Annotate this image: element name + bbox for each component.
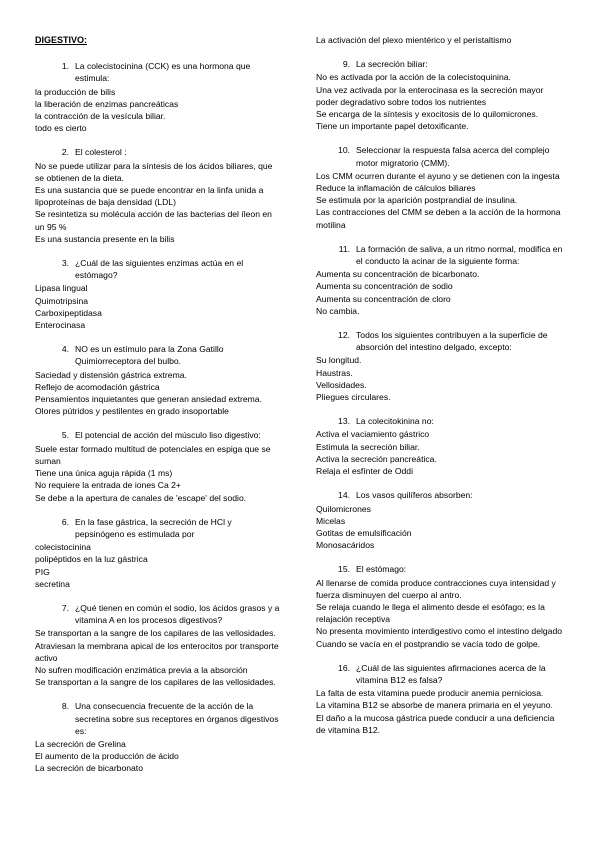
answer-option: La secreción de bicarbonato <box>35 763 143 774</box>
answer-option: Micelas <box>316 515 346 526</box>
question-heading <box>35 146 283 158</box>
question-block <box>35 146 283 245</box>
answer-option: No sufren modificación enzimática previa a la absorción <box>35 664 248 675</box>
answer-option: Vellosidades. <box>316 379 367 390</box>
question-number: 10. <box>338 145 350 156</box>
answer-option: Es una sustancia que se puede encontrar en la linfa unida a lipoproteínas de baja densidad (LDL) <box>35 185 264 208</box>
answer-option: Suele estar formado multitud de potenciales en espiga que se suman <box>35 443 271 466</box>
answer-option: Aumenta su concentración de bicarbonato. <box>316 269 480 280</box>
question-block <box>316 415 566 477</box>
continued-answer: La activación del plexo mientérico y el peristaltismo <box>316 35 512 45</box>
right-question-list <box>316 58 566 736</box>
question-block <box>316 662 566 736</box>
question-text: La colecitokinina no: <box>356 416 434 427</box>
question-block <box>35 60 283 134</box>
answer-option: Estimula la secreción biliar. <box>316 441 420 452</box>
question-heading <box>316 415 566 427</box>
question-number: 9. <box>342 59 350 70</box>
question-heading <box>316 662 566 686</box>
answer-option: Olores pútridos y pestilentes en grado insoportable <box>35 406 229 417</box>
question-number: 13. <box>338 416 350 427</box>
answer-option: Se debe a la apertura de canales de 'escape' del sodio. <box>35 492 247 503</box>
answer-option: Activa la secreción pancreática. <box>316 453 437 464</box>
question-block <box>316 329 566 403</box>
question-text: Los vasos quilíferos absorben: <box>356 490 473 501</box>
question-heading <box>35 516 283 540</box>
answer-option: No requiere la entrada de iones Ca 2+ <box>35 480 181 491</box>
question-heading <box>316 489 566 501</box>
answer-option: La vitamina B12 se absorbe de manera primaria en el yeyuno. <box>316 700 553 711</box>
left-column <box>35 34 283 787</box>
question-number: 3. <box>61 258 69 269</box>
answer-option: El daño a la mucosa gástrica puede conducir a una deficiencia de vitamina B12. <box>316 712 555 735</box>
question-text: El potencial de acción del músculo liso digestivo: <box>75 430 261 441</box>
question-block <box>316 144 566 230</box>
answer-option: Quilomicrones <box>316 503 371 514</box>
answer-option: No cambia. <box>316 305 360 316</box>
answer-option: Tiene un importante papel detoxificante. <box>316 121 469 132</box>
answer-option: Pensamientos inquietantes que generan ansiedad extrema. <box>35 394 262 405</box>
question-text: ¿Cuál de las siguientes afirmaciones acerca de la vitamina B12 es falsa? <box>356 662 546 685</box>
question-number: 14. <box>338 490 350 501</box>
question-heading <box>316 329 566 353</box>
question-text: ¿Cuál de las siguientes enzimas actúa en el estómago? <box>75 258 244 281</box>
answer-option: Saciedad y distensión gástrica extrema. <box>35 369 187 380</box>
question-text: El estómago: <box>356 564 407 575</box>
question-text: El colesterol : <box>75 147 127 158</box>
answer-option: Al llenarse de comida produce contracciones cuya intensidad y fuerza disminuyen del cuerpo al antro. <box>316 577 556 600</box>
answer-option: No se puede utilizar para la síntesis de los ácidos biliares, que se obtienen de la dieta. <box>35 160 273 183</box>
question-number: 2. <box>61 147 69 158</box>
question-text: ¿Qué tienen en común el sodio, los ácidos grasos y a vitamina A en los procesos digestivos? <box>75 602 280 626</box>
question-text: En la fase gástrica, la secreción de HCl y pepsinógeno es estimulada por <box>75 516 232 539</box>
answer-option: Se transportan a la sangre de los capilares de las vellosidades. <box>35 677 276 688</box>
question-heading <box>316 58 566 70</box>
question-heading <box>35 602 283 626</box>
answer-option: Su longitud. <box>316 355 362 366</box>
question-block <box>35 257 283 331</box>
question-number: 6. <box>61 516 69 527</box>
question-heading <box>35 257 283 281</box>
question-number: 8. <box>61 701 69 712</box>
answer-option: Activa el vaciamiento gástrico <box>316 429 430 440</box>
answer-option: Es una sustancia presente en la bilis <box>35 233 175 244</box>
question-number: 1. <box>61 61 69 72</box>
question-text: Una consecuencia frecuente de la acción de la secretina sobre sus receptores en órganos digestivos es: <box>75 701 279 736</box>
question-block <box>35 516 283 590</box>
answer-option: Reduce la inflamación de cálculos biliares <box>316 183 476 194</box>
question-number: 15. <box>338 564 350 575</box>
answer-option: la producción de bilis <box>35 86 116 97</box>
question-text: Todos los siguientes contribuyen a la superficie de absorción del intestino delgado, excepto: <box>356 330 548 353</box>
question-number: 16. <box>338 662 350 673</box>
question-number: 4. <box>61 344 69 355</box>
question-heading <box>35 343 283 367</box>
answer-option: Se resintetiza su molécula acción de las bacterias del íleon en un 95 % <box>35 209 272 232</box>
answer-option: Aumenta su concentración de sodio <box>316 281 453 292</box>
document-title: DIGESTIVO: <box>35 35 88 45</box>
question-block <box>316 243 566 317</box>
answer-option: El aumento de la producción de ácido <box>35 751 179 762</box>
question-heading <box>316 144 566 168</box>
answer-option: La secreción de Grelina <box>35 738 126 749</box>
question-text: NO es un estímulo para la Zona Gatillo Quimiorreceptora del bulbo. <box>75 344 224 367</box>
left-question-list <box>35 60 283 774</box>
answer-option: Se transportan a la sangre de los capilares de las vellosidades. <box>35 628 276 639</box>
answer-option: PIG <box>35 566 50 577</box>
answer-option: Relaja el esfínter de Oddi <box>316 466 413 477</box>
answer-option: No presenta movimiento interdigestivo como el intestino delgado <box>316 626 563 637</box>
question-number: 7. <box>61 602 69 613</box>
answer-option: Quimotripsina <box>35 295 89 306</box>
answer-option: No es activada por la acción de la colecistoquinina. <box>316 72 511 83</box>
question-block <box>35 429 283 503</box>
answer-option: Tiene una única aguja rápida (1 ms) <box>35 468 173 479</box>
question-block <box>316 489 566 551</box>
answer-option: Se encarga de la síntesis y exocitosis de lo quilomicrones. <box>316 109 539 120</box>
answer-option: colecistocinina <box>35 542 91 553</box>
question-heading <box>316 563 566 575</box>
answer-option: la liberación de enzimas pancreáticas <box>35 98 179 109</box>
answer-option: Aumenta su concentración de cloro <box>316 293 451 304</box>
answer-option: Pliegues circulares. <box>316 392 391 403</box>
question-number: 5. <box>61 430 69 441</box>
question-number: 12. <box>338 330 350 341</box>
question-text: Seleccionar la respuesta falsa acerca del complejo motor migratorio (CMM). <box>356 145 550 168</box>
answer-option: Reflejo de acomodación gástrica <box>35 381 160 392</box>
question-heading <box>35 700 283 737</box>
question-text: La secreción biliar: <box>356 59 428 70</box>
answer-option: todo es cierto <box>35 123 87 134</box>
answer-option: Lipasa lingual <box>35 283 88 294</box>
answer-option: Cuando se vacía en el postprandio se vacía todo de golpe. <box>316 638 541 649</box>
answer-option: polipéptidos en la luz gástrica <box>35 554 148 565</box>
answer-option: Los CMM ocurren durante el ayuno y se detienen con la ingesta <box>316 170 560 181</box>
question-heading <box>316 243 566 267</box>
question-block <box>316 58 566 132</box>
question-text: La colecistocinina (CCK) es una hormona que estimula: <box>75 61 251 84</box>
answer-option: Gotitas de emulsificación <box>316 527 412 538</box>
question-text: La formación de saliva, a un ritmo normal, modifica en el conducto la acinar de la siguiente forma: <box>356 243 563 267</box>
question-heading <box>35 60 283 84</box>
answer-option: Se relaja cuando le llega el alimento desde el esófago; es la relajación receptiva <box>316 601 545 625</box>
answer-option: La falta de esta vitamina puede producir anemia perniciosa. <box>316 688 544 699</box>
answer-option: Se estimula por la aparición postprandial de insulina. <box>316 195 518 206</box>
question-block <box>316 563 566 649</box>
answer-option: Las contracciones del CMM se deben a la acción de la hormona motilina <box>316 207 561 230</box>
answer-option: secretina <box>35 578 70 589</box>
answer-option: Carboxipeptidasa <box>35 307 102 318</box>
question-heading <box>35 429 283 441</box>
right-column <box>316 34 566 748</box>
question-block <box>35 700 283 774</box>
question-number: 11. <box>338 243 350 254</box>
answer-option: Una vez activada por la enterocinasa es la secreción mayor poder degradativo sobre todos los nutrientes <box>316 84 544 107</box>
question-block <box>35 602 283 688</box>
answer-option: Atraviesan la membrana apical de los enterocitos por transporte activo <box>35 640 279 663</box>
answer-option: la contracción de la vesícula biliar. <box>35 111 166 122</box>
answer-option: Monosacáridos <box>316 540 375 551</box>
answer-option: Enterocinasa <box>35 320 86 331</box>
answer-option: Haustras. <box>316 367 353 378</box>
question-block <box>35 343 283 417</box>
